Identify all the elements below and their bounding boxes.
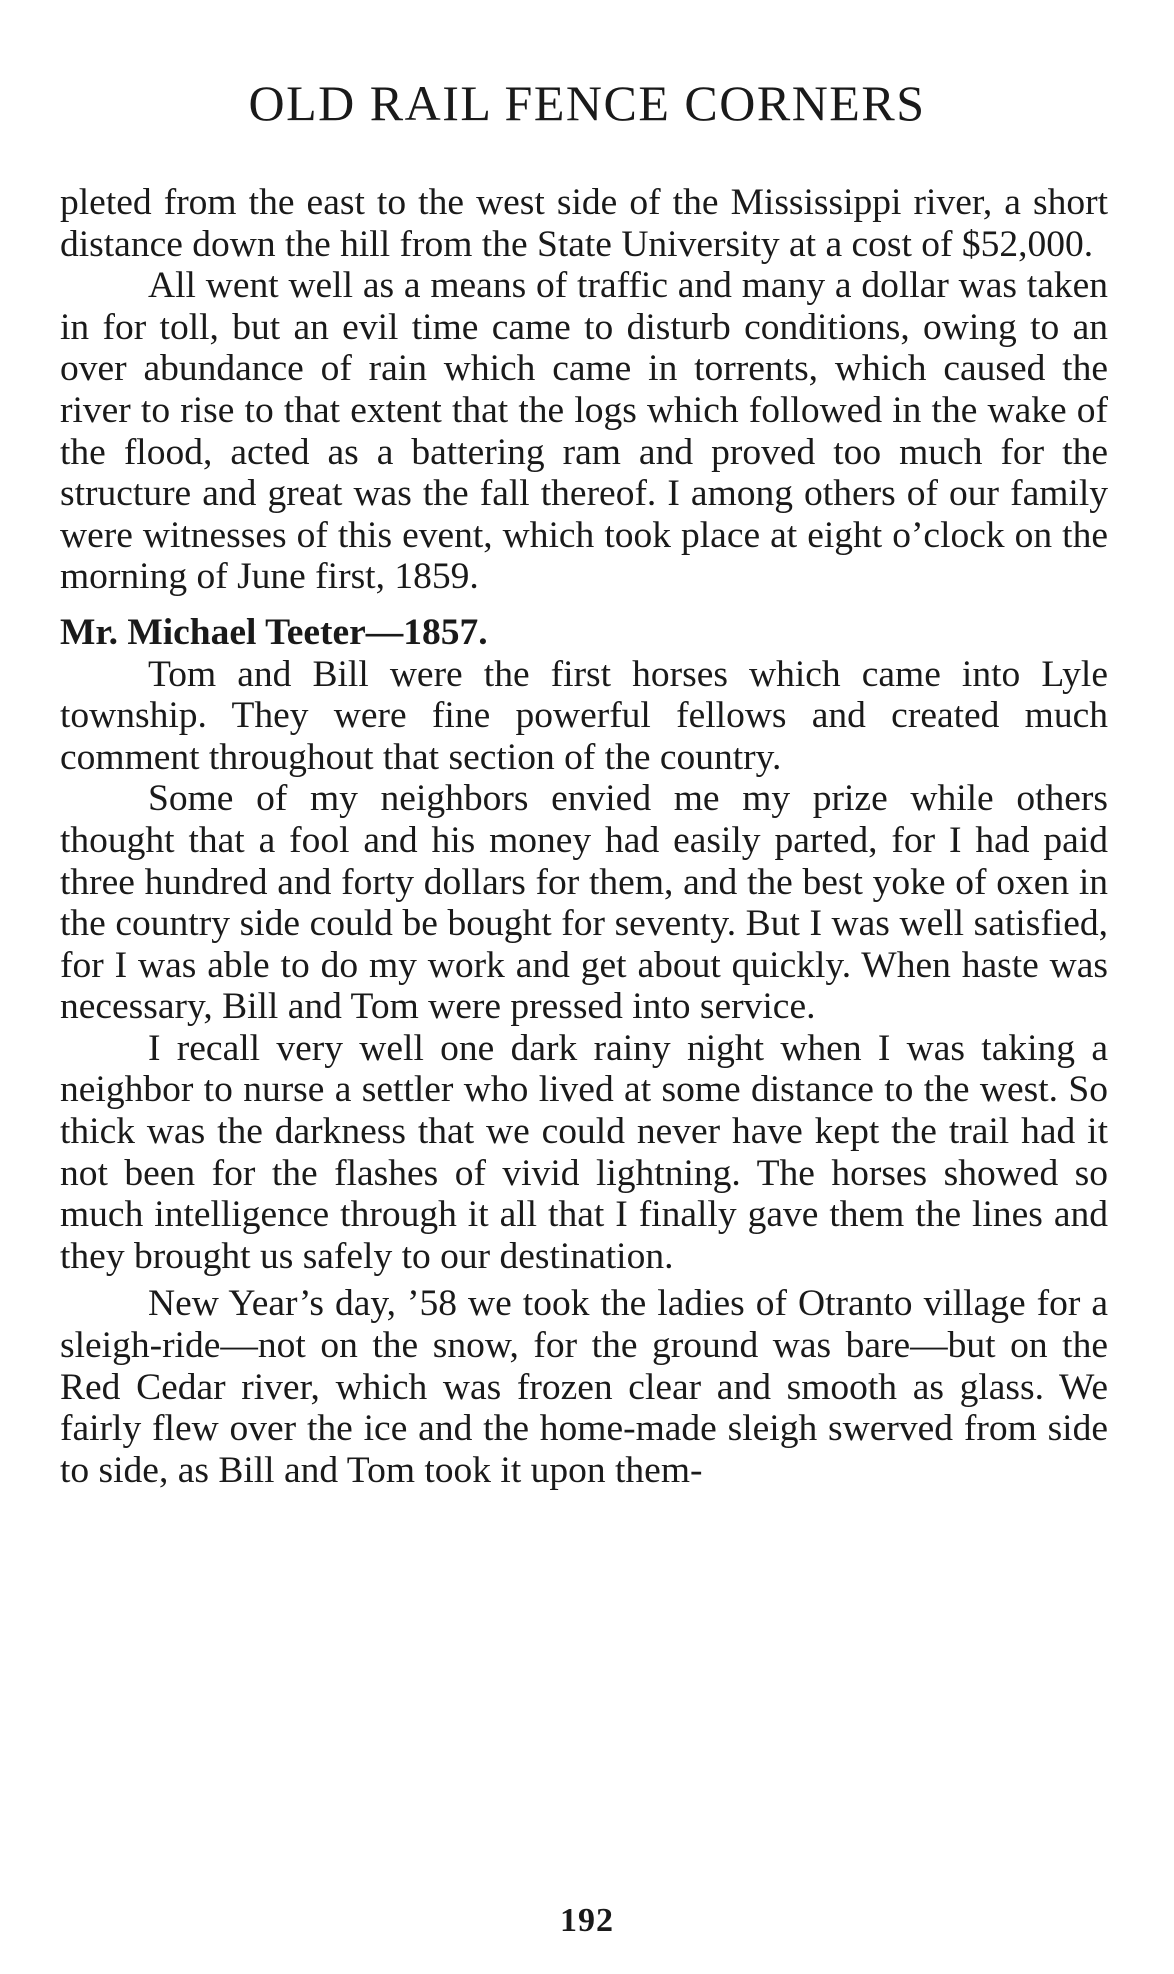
paragraph-rainy-night: I recall very well one dark rainy night when I was taking a neighbor to nurse a settler who lived at some distance to the west. So thick was the darkness that we could never have kept the trail had it not been for the flashes of vivid lightning. The horses showed so much intelligence through it all that I finally gave them the lines and they brought us safely to our destination. [60, 1027, 1108, 1277]
paragraph-continued: pleted from the east to the west side of the Mississippi river, a short distance down the hill from the State University at a cost of $52,000. [60, 182, 1108, 265]
page-number: 192 [560, 1902, 614, 1939]
paragraph-horses: Tom and Bill were the first horses which came into Lyle township. They were fine powerful fellows and created much comment throughout that section of the country. [60, 653, 1108, 778]
paragraph-sleigh-ride: New Year’s day, ’58 we took the ladies of Otranto village for a sleigh-ride—not on the snow, for the ground was bare—but on the Red Cedar river, which was frozen clear and smooth as glass. We fairly flew over the ice and the home-made sleigh swerved from side to side, as Bill and Tom took it upon them- [60, 1283, 1108, 1491]
body-text [60, 182, 1108, 1491]
paragraph-neighbors: Some of my neighbors envied me my prize while others thought that a fool and his money had easily parted, for I had paid three hundred and forty dollars for them, and the best yoke of oxen in the country side could be bought for seventy. But I was well satisfied, for I was able to do my work and get about quickly. When haste was necessary, Bill and Tom were pressed into service. [60, 778, 1108, 1028]
running-head-title: OLD RAIL FENCE CORNERS [248, 75, 926, 131]
paragraph-bridge-flood: All went well as a means of traffic and many a dollar was taken in for toll, but an evil time came to disturb conditions, owing to an over abundance of rain which came in torrents, which caused the river to rise to that extent that the logs which followed in the wake of the flood, acted as a battering ram and proved too much for the structure and great was the fall thereof. I among others of our family were witnesses of this event, which took place at eight o’clock on the morning of June first, 1859. [60, 265, 1108, 598]
section-heading-teeter: Mr. Michael Teeter—1857. [60, 611, 488, 653]
